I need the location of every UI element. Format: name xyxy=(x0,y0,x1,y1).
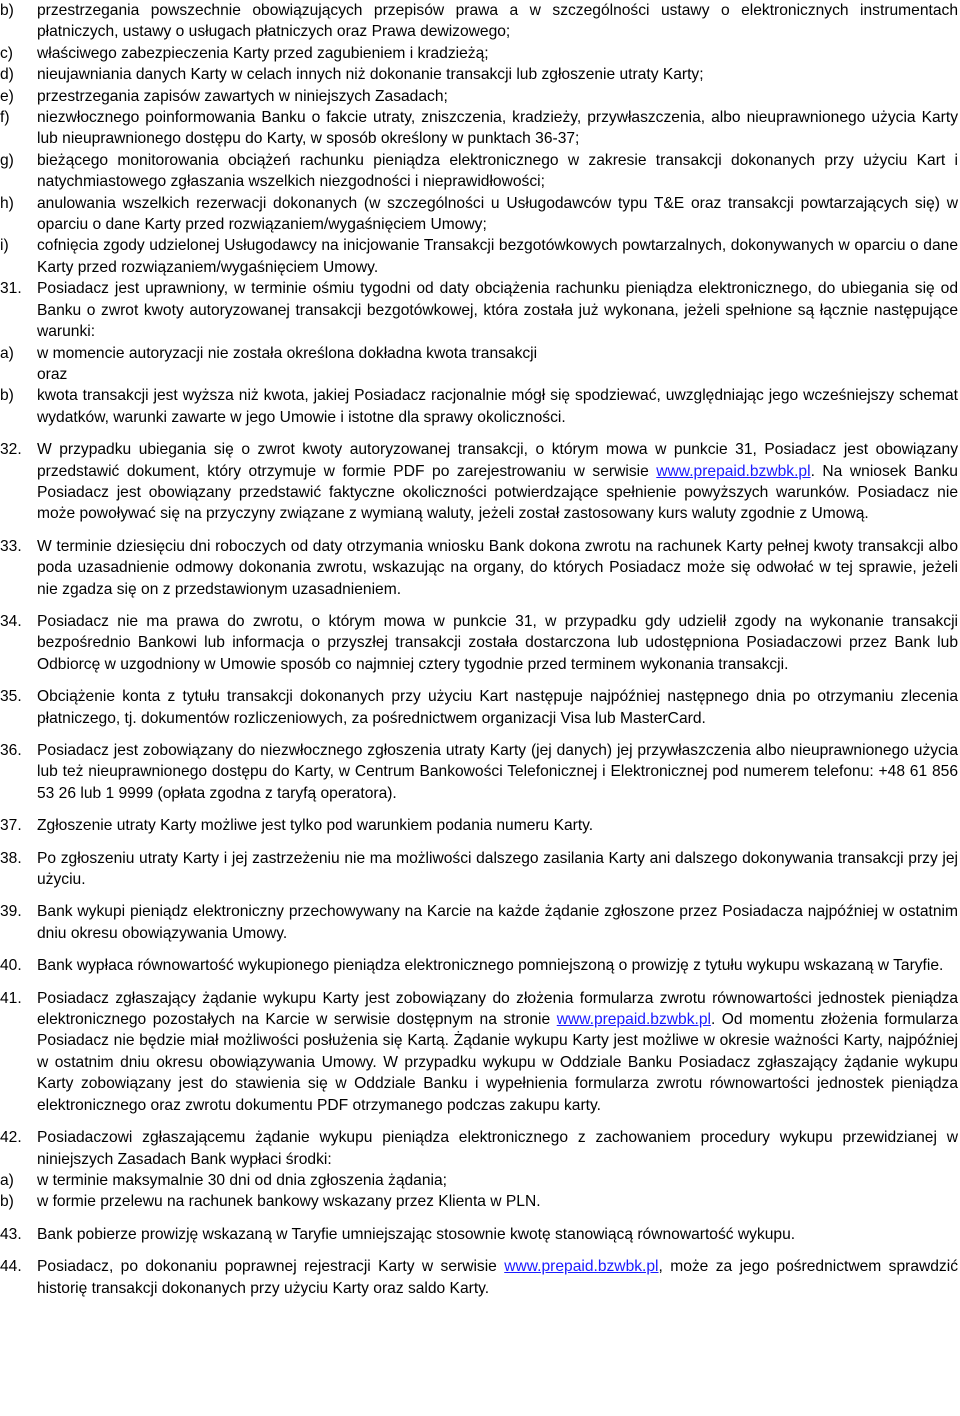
clause-text xyxy=(37,815,960,836)
numbered-clause xyxy=(0,686,960,729)
clause-number: 42. xyxy=(0,1129,22,1147)
paragraph-gap xyxy=(0,1116,960,1127)
clause-text xyxy=(37,107,960,150)
clause-text xyxy=(37,86,960,107)
text-segment: Po zgłoszeniu utraty Karty i jej zastrzeżeniu nie ma możliwości dalszego zasilania Karty ani dalszego dokonywania transakcji przy jej użyciu. xyxy=(37,849,958,889)
list-item xyxy=(0,64,960,85)
clause-text xyxy=(37,43,960,64)
clause-number: 44. xyxy=(0,1258,22,1276)
clause-text xyxy=(37,1170,960,1191)
text-segment: przestrzegania powszechnie obowiązujących przepisów prawa a w szczególności ustawy o elektronicznych instrumentach płatniczych, ustawy o usługach płatniczych oraz Prawa dewizowego; xyxy=(37,2,958,41)
numbered-clause xyxy=(0,1256,960,1299)
clause-number: 35. xyxy=(0,688,22,706)
text-segment: Bank wykupi pieniądz elektroniczny przechowywany na Karcie na każde żądanie zgłoszone przez Posiadacza najpóźniej w ostatnim dniu okresu obowiązywania Umowy. xyxy=(37,903,958,942)
clause-text xyxy=(37,343,960,364)
item-letter: e) xyxy=(0,87,14,105)
clause-number: 36. xyxy=(0,742,22,759)
clause-number: 39. xyxy=(0,903,22,921)
text-segment: . Na wniosek Banku Posiadacz jest obowiązany przedstawić faktyczne okoliczności potwierdzające spełnienie powyższych warunków. Posiadacz nie może powoływać się na przyczyny związane z wymianą waluty, jeżeli został zastosowany kurs waluty zgodnie z Umową. xyxy=(37,462,958,523)
text-segment: Posiadaczowi zgłaszającemu żądanie wykupu pieniądza elektronicznego z zachowaniem procedury wykupu przewidzianej w niniejszych Zasadach Bank wypłaci środki: xyxy=(37,1129,958,1168)
numbered-clause xyxy=(0,901,960,944)
item-letter: f) xyxy=(0,109,10,127)
list-item xyxy=(0,150,960,193)
clause-text xyxy=(37,686,960,729)
list-item xyxy=(0,0,960,43)
clause-text xyxy=(37,1224,960,1245)
text-segment: Posiadacz zgłaszający żądanie wykupu Karty jest zobowiązany do złożenia formularza zwrotu równowartości jednostek pieniądza elektronicznego pozostałych na Karcie w serwisie dostępnym na stronie xyxy=(37,989,958,1029)
text-segment: W przypadku ubiegania się o zwrot kwoty autoryzowanej transakcji, o którym mowa w punkcie 31, Posiadacz jest obowiązany przedstawić dokument, który otrzymuje w formie PDF po zarejestrowaniu w serwisie xyxy=(37,441,958,480)
item-letter: b) xyxy=(0,387,14,405)
text-segment: w formie przelewu na rachunek bankowy wskazany przez Klienta w PLN. xyxy=(37,1193,541,1211)
paragraph-gap xyxy=(0,977,960,988)
list-item xyxy=(0,1170,960,1191)
paragraph-gap xyxy=(0,729,960,740)
clause-text xyxy=(37,848,960,891)
text-segment: w terminie maksymalnie 30 dni od dnia zgłoszenia żądania; xyxy=(37,1171,447,1189)
list-item xyxy=(0,235,960,278)
numbered-clause xyxy=(0,988,960,1116)
paragraph-gap xyxy=(0,890,960,901)
numbered-clause xyxy=(0,1224,960,1245)
clause-text xyxy=(37,1127,960,1170)
text-segment: Bank wypłaca równowartość wykupionego pieniądza elektronicznego pomniejszoną o prowizję z tytułu wykupu wskazaną w Taryfie. xyxy=(37,957,944,975)
numbered-clause xyxy=(0,1127,960,1170)
text-segment: w momencie autoryzacji nie została określona dokładna kwota transakcji xyxy=(37,344,538,362)
clause-number: 31. xyxy=(0,280,22,298)
numbered-clause xyxy=(0,439,960,525)
text-segment: cofnięcia zgody udzielonej Usługodawcy na inicjowanie Transakcji bezgotówkowych powtarzalnych, dokonywanych w oparciu o dane Karty przed rozwiązaniem/wygaśnięciem Umowy. xyxy=(37,237,958,276)
numbered-clause xyxy=(0,815,960,836)
text-segment: przestrzegania zapisów zawartych w niniejszych Zasadach; xyxy=(37,87,448,105)
numbered-clause xyxy=(0,740,960,804)
item-letter: c) xyxy=(0,44,13,62)
clause-text xyxy=(37,955,960,976)
numbered-clause xyxy=(0,955,960,976)
text-segment: Posiadacz jest uprawniony, w terminie ośmiu tygodni od daty obciążenia rachunku pieniądza elektronicznego, do ubiegania się od Banku o zwrot kwoty autoryzowanej transakcji bezgotówkowej, która została już wykonana, jeżeli spełnione są łącznie następujące warunki: xyxy=(37,280,958,341)
list-item xyxy=(0,343,960,364)
clause-number: 34. xyxy=(0,612,22,630)
clause-text xyxy=(37,0,960,43)
prepaid-website-link[interactable]: www.prepaid.bzwbk.pl xyxy=(656,462,811,480)
paragraph-gap xyxy=(0,1213,960,1224)
list-item xyxy=(0,43,960,64)
clause-text xyxy=(37,1256,960,1299)
clause-number: 43. xyxy=(0,1225,22,1243)
list-item xyxy=(0,385,960,428)
paragraph-gap xyxy=(0,428,960,439)
clause-text xyxy=(37,235,960,278)
clause-number: 33. xyxy=(0,537,22,555)
clause-number: 32. xyxy=(0,441,22,459)
paragraph-gap xyxy=(0,600,960,611)
clause-text xyxy=(37,278,960,342)
item-letter: a) xyxy=(0,1171,14,1189)
numbered-clause xyxy=(0,848,960,891)
item-letter: i) xyxy=(0,237,9,255)
item-letter: b) xyxy=(0,1193,14,1211)
clause-number: 41. xyxy=(0,989,22,1007)
text-segment: Obciążenie konta z tytułu transakcji dokonanych przy użyciu Kart następuje najpóźniej następnego dnia po otrzymaniu zlecenia płatniczego, tj. dokumentów rozliczeniowych, za pośrednictwem organizacji Visa lub MasterCard. xyxy=(37,688,958,727)
clause-text xyxy=(37,385,960,428)
text-segment: właściwego zabezpieczenia Karty przed zagubieniem i kradzieżą; xyxy=(37,44,489,62)
paragraph-gap xyxy=(0,804,960,815)
text-segment: kwota transakcji jest wyższa niż kwota, jakiej Posiadacz racjonalnie mógł się spodziewać, uwzględniając jego wcześniejszy schemat wydatków, warunki zawarte w jego Umowie i istotne dla sprawy okoliczności. xyxy=(37,387,958,426)
item-letter: a) xyxy=(0,344,14,362)
list-item xyxy=(0,1191,960,1212)
clause-number: 40. xyxy=(0,957,22,975)
paragraph-gap xyxy=(0,837,960,848)
clause-text xyxy=(37,536,960,600)
text-segment: Posiadacz nie ma prawa do zwrotu, o którym mowa w punkcie 31, w przypadku gdy udzielił zgody na wykonanie transakcji bezpośrednio Bankowi lub informacja o przyszłej transakcji została dostarczona lub udostępniona Posiadaczowi przez Bank lub Odbiorcę w uzgodniony w Umowie sposób co najmniej cztery tygodnie przed terminem wykonania transakcji. xyxy=(37,612,958,673)
numbered-clause xyxy=(0,611,960,675)
clause-text xyxy=(37,439,960,525)
prepaid-website-link[interactable]: www.prepaid.bzwbk.pl xyxy=(504,1258,659,1276)
paragraph-gap xyxy=(0,944,960,955)
list-item xyxy=(0,107,960,150)
clause-number: 38. xyxy=(0,849,22,867)
text-segment: Bank pobierze prowizję wskazaną w Taryfie umniejszając stosownie kwotę stanowiącą równowartość wykupu. xyxy=(37,1225,796,1243)
text-segment: anulowania wszelkich rezerwacji dokonanych (w szczególności u Usługodawców typu T&E oraz transakcji powtarzających się) w oparciu o dane Karty przed rozwiązaniem/wygaśnięciem Umowy; xyxy=(37,194,958,234)
text-segment: bieżącego monitorowania obciążeń rachunku pieniądza elektronicznego w zakresie transakcji dokonanych przy użyciu Kart i natychmiastowego zgłaszania wszelkich niezgodności i nieprawidłowości; xyxy=(37,151,958,191)
numbered-clause xyxy=(0,278,960,342)
text-segment: Posiadacz jest zobowiązany do niezwłocznego zgłoszenia utraty Karty (jej danych) jej przywłaszczenia albo nieuprawnionego użycia lub też nieuprawnionego dostępu do Karty, w Centrum Bankowości Telefonicznej i Elektronicznej pod numerem telefonu: +48 61 856 53 26 lub 1 9999 (opłata zgodna z taryfą operatora). xyxy=(37,742,958,802)
text-segment: niezwłocznego poinformowania Banku o fakcie utraty, zniszczenia, kradzieży, przywłaszczenia, albo nieuprawnionego użycia Karty lub nieuprawnionego dostępu do Karty, w sposób określony w punktach 36-37; xyxy=(37,109,958,148)
text-segment: , może za jego pośrednictwem sprawdzić historię transakcji dokonanych przy użyciu Karty oraz saldo Karty. xyxy=(37,1258,958,1297)
numbered-clause xyxy=(0,536,960,600)
clause-text xyxy=(37,901,960,944)
item-letter: h) xyxy=(0,194,14,212)
text-segment: W terminie dziesięciu dni roboczych od daty otrzymania wniosku Bank dokona zwrotu na rachunek Karty pełnej kwoty transakcji albo poda uzasadnienie odmowy dokonania zwrotu, wskazując na organy, do których Posiadacz może się odwołać w tej sprawie, jeżeli nie zgadza się on z przedstawionym uzasadnieniem. xyxy=(37,537,958,598)
list-item xyxy=(0,193,960,236)
text-segment: Zgłoszenie utraty Karty możliwe jest tylko pod warunkiem podania numeru Karty. xyxy=(37,817,594,835)
list-item xyxy=(0,86,960,107)
clause-text xyxy=(37,611,960,675)
clause-text xyxy=(37,988,960,1116)
prepaid-website-link[interactable]: www.prepaid.bzwbk.pl xyxy=(556,1011,711,1029)
paragraph-gap xyxy=(0,1245,960,1256)
item-letter: b) xyxy=(0,2,14,19)
connector-word: oraz xyxy=(37,365,68,383)
text-segment: . Od momentu złożenia formularza Posiadacz nie będzie miał możliwości posłużenia się Kartą. Żądanie wykupu Karty jest możliwe w okresie ważności Karty, najpóźniej w ostatnim dniu okresu obowiązywania Umowy. W przypadku wykupu w Oddziale Banku Posiadacz zgłaszający żądanie wykupu Karty zobowiązany jest do stawienia się w Oddziale Banku i wypełnienia formularza zwrotu równowartości jednostek pieniądza elektronicznego oraz zwrotu dokumentu PDF otrzymanego podczas zakupu karty. xyxy=(37,1011,958,1114)
paragraph-gap xyxy=(0,525,960,536)
clause-text xyxy=(37,193,960,236)
text-segment: Posiadacz, po dokonaniu poprawnej rejestracji Karty w serwisie xyxy=(37,1258,505,1276)
clause-text xyxy=(37,1191,960,1212)
paragraph-gap xyxy=(0,675,960,686)
item-letter: g) xyxy=(0,151,14,169)
clause-text xyxy=(37,740,960,804)
text-segment: nieujawniania danych Karty w celach innych niż dokonanie transakcji lub zgłoszenie utraty Karty; xyxy=(37,66,704,84)
clause-text xyxy=(37,150,960,193)
clause-text xyxy=(37,64,960,85)
item-letter: d) xyxy=(0,66,14,84)
clause-number: 37. xyxy=(0,817,22,835)
